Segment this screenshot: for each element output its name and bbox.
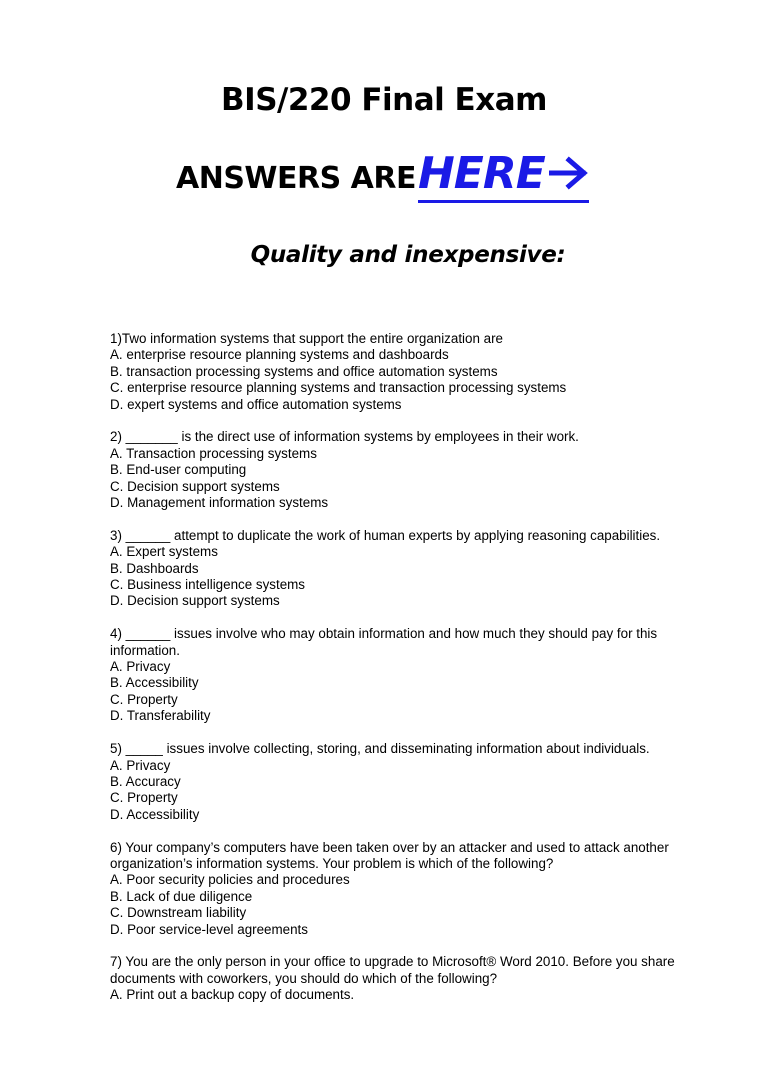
answer-option: A. enterprise resource planning systems and dashboards (110, 347, 449, 363)
answers-here-link[interactable] (418, 148, 589, 203)
answer-option: D. Management information systems (110, 495, 329, 511)
answer-option: D. Decision support systems (110, 593, 280, 609)
question-stem: 4) ______ issues involve who may obtain information and how much they should pay for this information. (110, 626, 658, 658)
answer-option: B. End-user computing (110, 462, 247, 478)
answer-option: B. Lack of due diligence (110, 888, 253, 904)
question-block (110, 331, 720, 413)
answer-option: A. Privacy (110, 757, 171, 773)
question-block (110, 840, 720, 938)
question-block (110, 626, 720, 724)
answer-option: D. Transferability (110, 708, 211, 724)
answers-link-text: HERE (417, 148, 545, 199)
answer-option: C. Downstream liability (110, 905, 247, 921)
answer-option: D. expert systems and office automation systems (110, 396, 402, 412)
answer-option: A. Poor security policies and procedures (110, 872, 350, 888)
question-list (110, 331, 720, 1020)
page-title: BIS/220 Final Exam (221, 82, 547, 118)
answers-line (176, 148, 589, 203)
question-block (110, 528, 720, 610)
question-stem: 3) ______ attempt to duplicate the work of human experts by applying reasoning capabilities. (110, 527, 661, 543)
answer-option: B. transaction processing systems and office automation systems (110, 363, 498, 379)
answer-option: B. Accessibility (110, 675, 199, 691)
answer-option: C. enterprise resource planning systems and transaction processing systems (110, 380, 567, 396)
question-stem: 7) You are the only person in your office to upgrade to Microsoft® Word 2010. Before you share documents with coworkers, you should do which of the following? (110, 954, 675, 986)
question-stem: 1)Two information systems that support the entire organization are (110, 331, 503, 346)
question-block (110, 954, 720, 1003)
answer-option: A. Expert systems (110, 544, 218, 560)
page-subtitle: Quality and inexpensive: (250, 242, 566, 268)
answer-option: B. Dashboards (110, 560, 199, 576)
answers-lead-text: ANSWERS ARE (176, 161, 416, 196)
right-arrow-icon (549, 156, 589, 190)
answer-option: C. Decision support systems (110, 478, 280, 494)
answer-option: D. Poor service-level agreements (110, 921, 308, 937)
question-block (110, 429, 720, 511)
question-block (110, 741, 720, 823)
question-stem: 6) Your company’s computers have been taken over by an attacker and used to attack another organization’s information systems. Your problem is which of the following? (110, 839, 669, 871)
answer-option: D. Accessibility (110, 806, 200, 822)
question-stem: 5) _____ issues involve collecting, storing, and disseminating information about individuals. (110, 741, 650, 757)
answer-option: A. Transaction processing systems (110, 445, 317, 461)
answer-option: C. Property (110, 790, 178, 806)
answer-option: A. Print out a backup copy of documents. (110, 987, 355, 1003)
question-stem: 2) _______ is the direct use of information systems by employees in their work. (110, 429, 579, 445)
answer-option: B. Accuracy (110, 773, 181, 789)
answer-option: C. Business intelligence systems (110, 577, 305, 593)
answer-option: A. Privacy (110, 659, 171, 675)
answer-option: C. Property (110, 691, 178, 707)
